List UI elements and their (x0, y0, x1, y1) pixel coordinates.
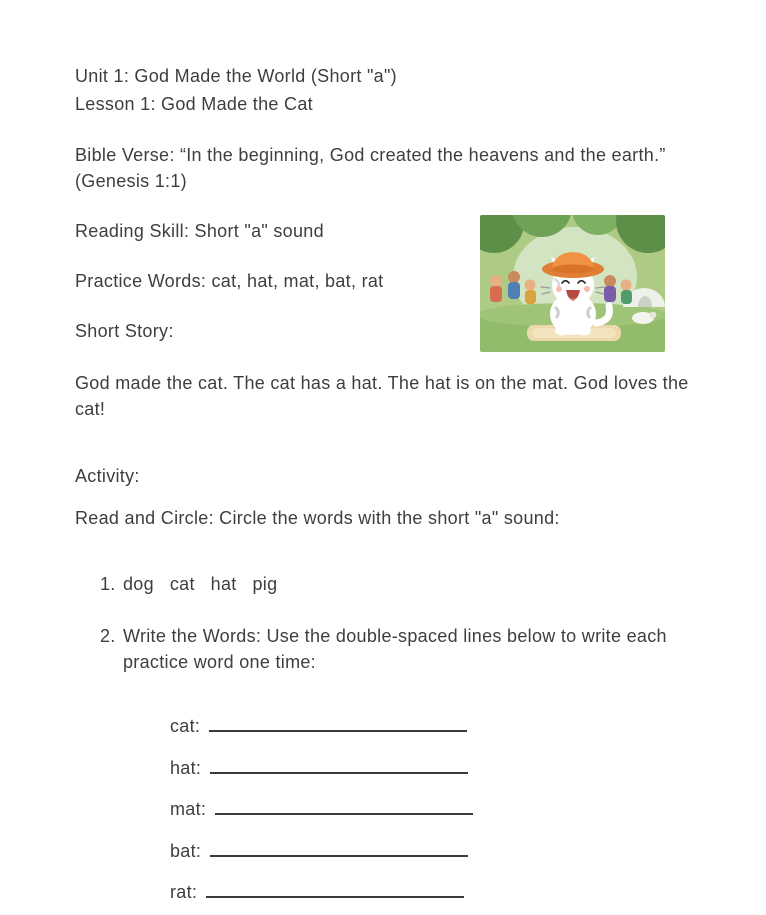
blank-rule[interactable] (210, 755, 468, 774)
list-item-number: 2. (100, 626, 116, 646)
practice-words: Practice Words: cat, hat, mat, bat, rat (75, 271, 384, 291)
list-item-number: 1. (100, 574, 116, 594)
write-line-rat (170, 879, 726, 915)
lesson-title: Lesson 1: God Made the Cat (75, 94, 313, 114)
reading-skill: Reading Skill: Short "a" sound (75, 221, 324, 241)
bible-verse: Bible Verse: “In the beginning, God created the heavens and the earth.” (Genesis 1:1) (75, 145, 666, 191)
list-item (100, 623, 726, 675)
short-story-label: Short Story: (75, 321, 174, 341)
write-words-instruction: Write the Words: Use the double-spaced lines below to write each practice word one time: (123, 626, 667, 672)
cat-illustration-svg (480, 215, 665, 352)
write-line-mat (170, 796, 726, 838)
blank-rule[interactable] (210, 838, 468, 857)
write-line-label: mat: (170, 799, 207, 820)
word-choices: dog cat hat pig (123, 574, 278, 594)
blank-rule[interactable] (206, 879, 464, 898)
unit-title: Unit 1: God Made the World (Short "a") (75, 66, 397, 86)
write-line-label: hat: (170, 757, 202, 778)
cat-illustration (480, 215, 665, 352)
write-line-hat (170, 755, 726, 797)
list-item (100, 571, 726, 597)
write-line-label: cat: (170, 716, 201, 737)
write-lines-section (170, 713, 726, 915)
blank-rule[interactable] (209, 713, 467, 732)
activity-list (75, 571, 726, 675)
write-line-label: rat: (170, 882, 198, 903)
story-text: God made the cat. The cat has a hat. The hat is on the mat. God loves the cat! (75, 373, 689, 419)
write-line-label: bat: (170, 840, 202, 861)
write-line-cat (170, 713, 726, 755)
read-circle-instruction: Read and Circle: Circle the words with the short "a" sound: (75, 508, 560, 528)
title-block (75, 62, 726, 118)
blank-rule[interactable] (215, 796, 473, 815)
activity-label: Activity: (75, 466, 140, 486)
write-line-bat (170, 838, 726, 880)
